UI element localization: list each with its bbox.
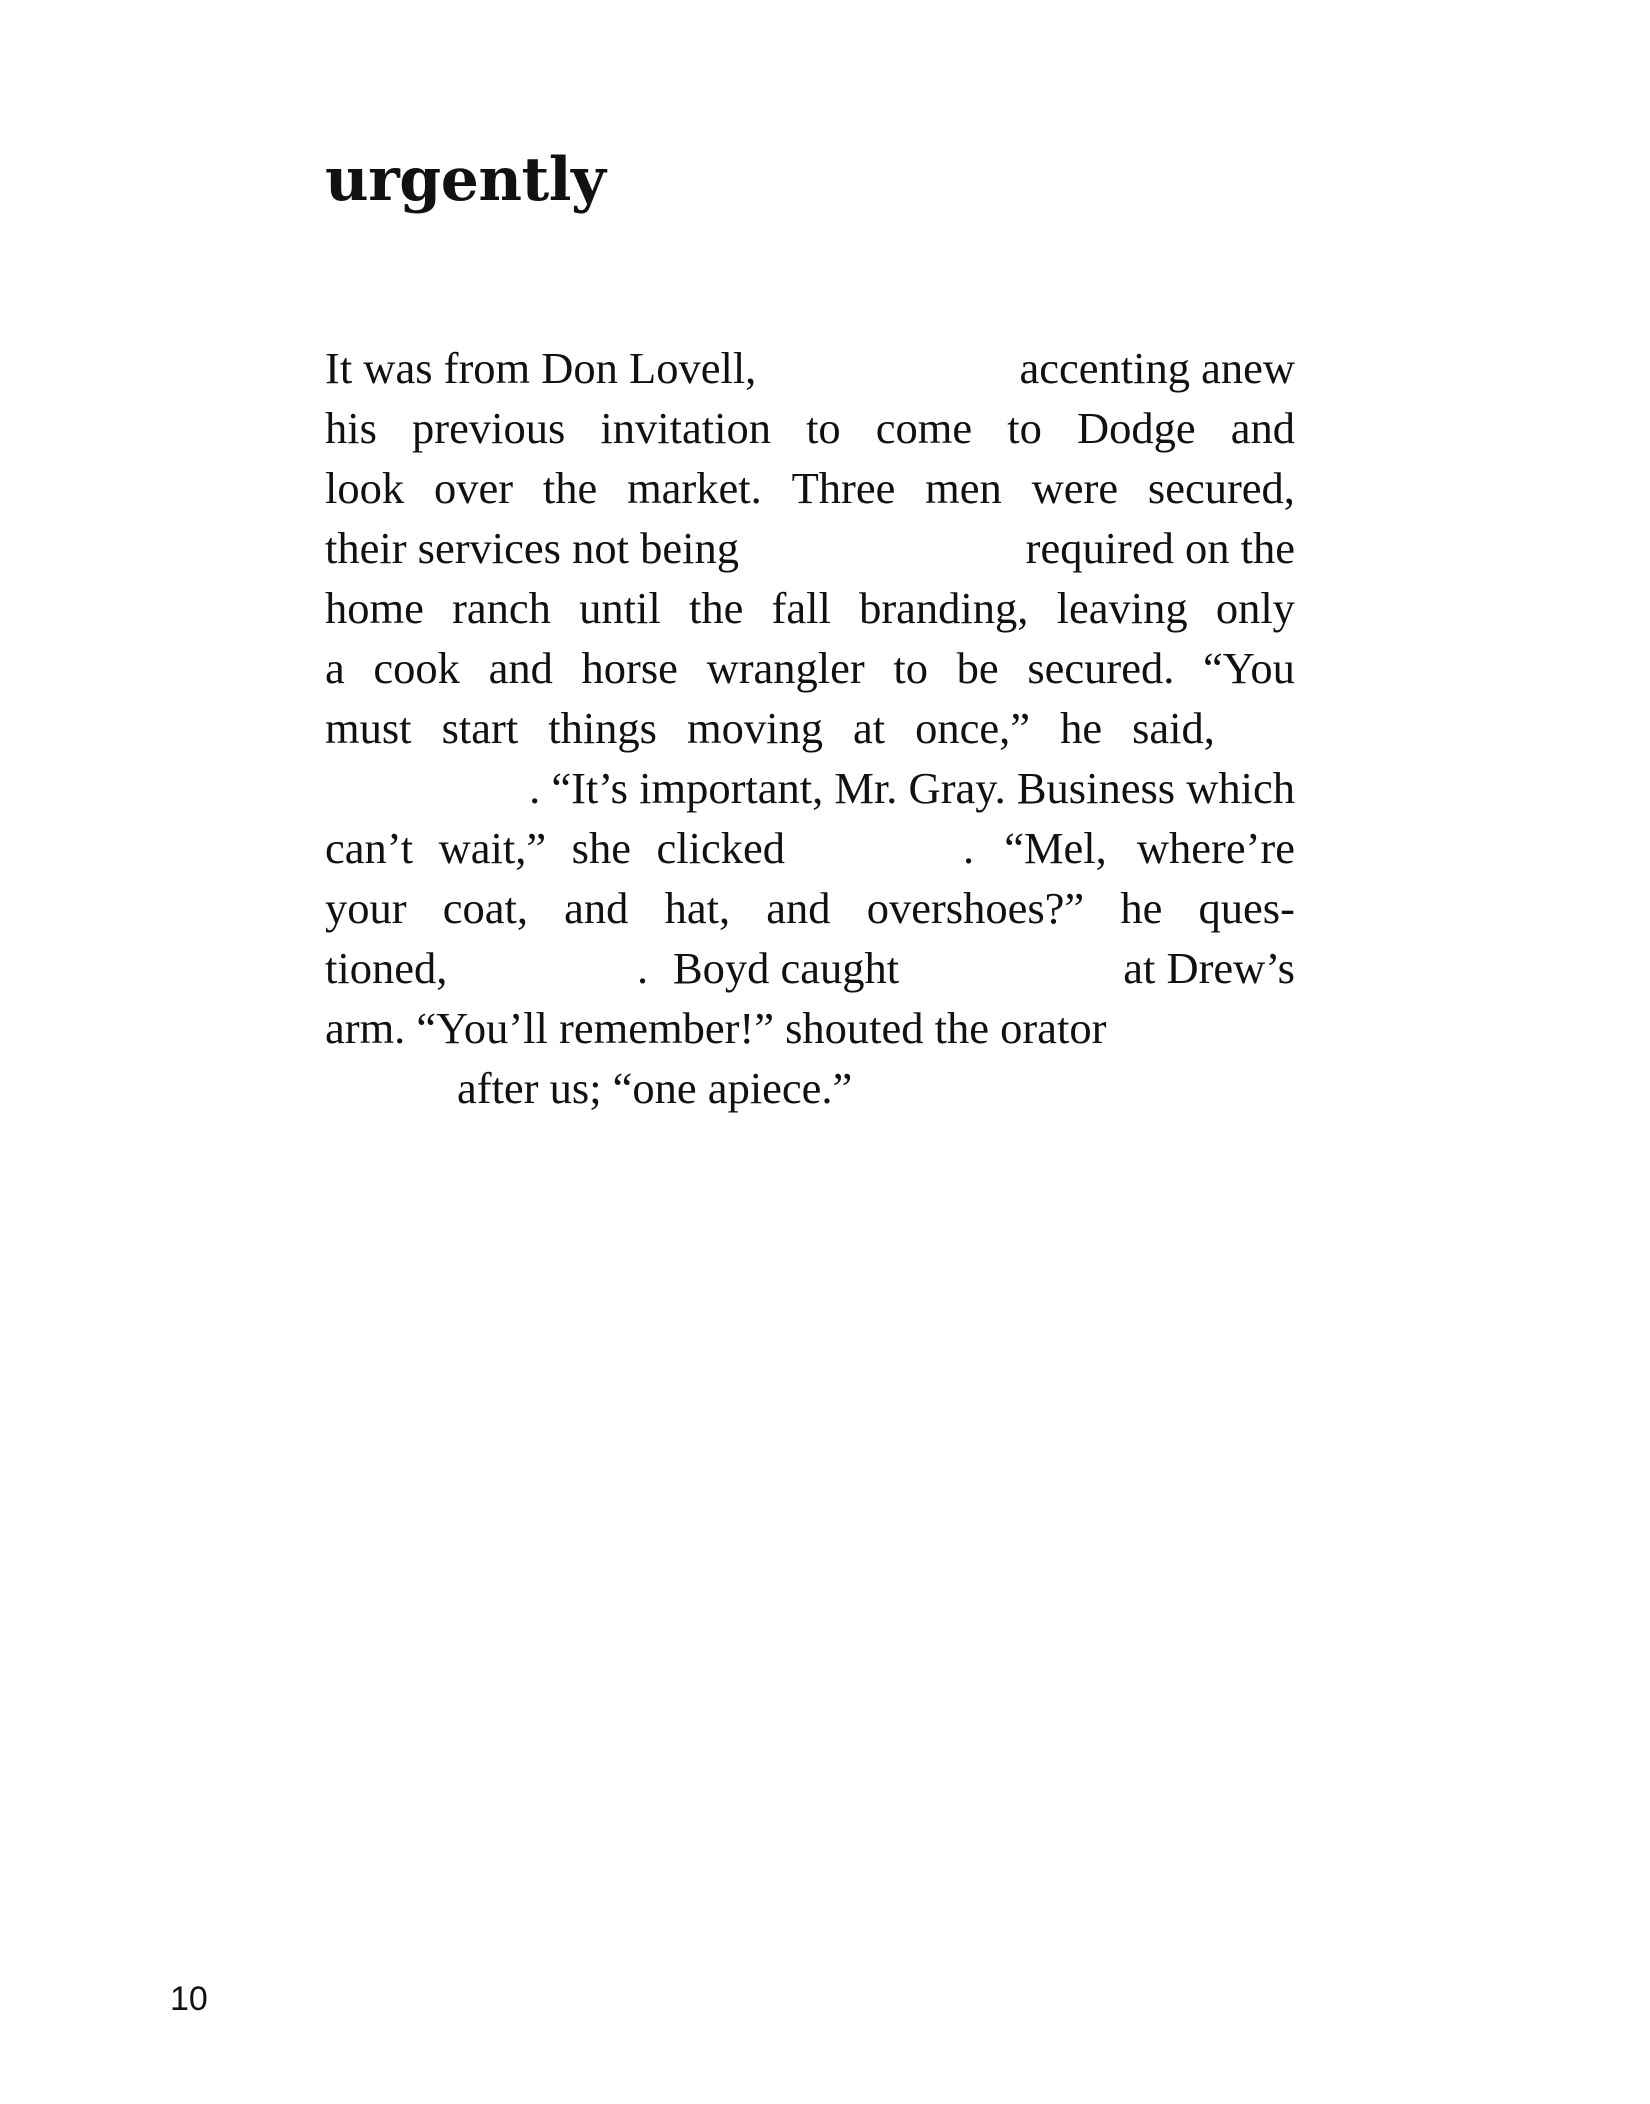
line-segment: required on the xyxy=(1025,523,1295,573)
word: home xyxy=(325,583,424,633)
word: the xyxy=(688,583,744,633)
text-line xyxy=(325,1058,1295,1118)
word: he xyxy=(1060,703,1103,753)
word: and xyxy=(766,883,831,933)
word: to xyxy=(806,403,841,453)
word: she xyxy=(571,823,631,873)
line-segment: arm. “You’ll remember!” shouted the orator xyxy=(325,1003,1107,1053)
line-segment: at Drew’s xyxy=(1123,943,1295,993)
word: Dodge xyxy=(1076,403,1196,453)
line-segment: their services not being xyxy=(325,523,739,573)
word: hat, xyxy=(664,883,731,933)
word: said, xyxy=(1132,703,1215,753)
text-line xyxy=(325,818,1295,878)
text-line xyxy=(325,698,1215,758)
page-number: 10 xyxy=(170,1980,208,2018)
word: a xyxy=(325,643,345,693)
text-line xyxy=(325,938,1295,998)
word: cook xyxy=(373,643,460,693)
word: fall xyxy=(771,583,831,633)
line-segment: tioned, xyxy=(325,943,448,993)
word: clicked xyxy=(656,823,785,873)
word: your xyxy=(325,883,407,933)
line-segment: It was from Don Lovell, xyxy=(325,343,757,393)
line-segment-group xyxy=(325,818,785,878)
word: he xyxy=(1120,883,1163,933)
text-line xyxy=(325,878,1295,938)
text-line xyxy=(325,398,1295,458)
text-line xyxy=(325,458,1295,518)
text-line xyxy=(325,638,1295,698)
line-segment: . “It’s important, Mr. Gray. Business which xyxy=(529,763,1295,813)
word: ques- xyxy=(1198,883,1295,933)
word: branding, xyxy=(859,583,1029,633)
word: at xyxy=(853,703,886,753)
word: only xyxy=(1215,583,1295,633)
word: wrangler xyxy=(706,643,865,693)
word: invitation xyxy=(600,403,771,453)
word: to xyxy=(893,643,928,693)
word: leaving xyxy=(1056,583,1188,633)
word: be xyxy=(956,643,999,693)
text-line xyxy=(325,338,1295,398)
line-segment: after us; “one apiece.” xyxy=(457,1063,853,1113)
word: men xyxy=(925,463,1002,513)
line-segment: Boyd caught xyxy=(673,943,900,993)
body-paragraph xyxy=(325,338,1295,1118)
word: moving xyxy=(687,703,823,753)
word: secured. xyxy=(1027,643,1175,693)
word: look xyxy=(325,463,405,513)
word: over xyxy=(433,463,514,513)
word: can’t xyxy=(325,823,414,873)
word: and xyxy=(1230,403,1295,453)
word: market. xyxy=(627,463,762,513)
word: and xyxy=(564,883,629,933)
word: come xyxy=(875,403,973,453)
word: . xyxy=(963,823,975,873)
word: were xyxy=(1031,463,1119,513)
word: “Mel, xyxy=(1004,823,1107,873)
word: horse xyxy=(581,643,678,693)
word: Three xyxy=(791,463,896,513)
word: and xyxy=(488,643,553,693)
word: “You xyxy=(1202,643,1295,693)
text-line xyxy=(325,998,1295,1058)
word: wait,” xyxy=(438,823,547,873)
line-segment: accenting anew xyxy=(1019,343,1295,393)
word: his xyxy=(325,403,377,453)
word: until xyxy=(579,583,661,633)
word: must xyxy=(325,703,412,753)
line-segment: . xyxy=(637,943,649,993)
word: coat, xyxy=(442,883,528,933)
text-line xyxy=(325,578,1295,638)
word: overshoes?” xyxy=(866,883,1085,933)
word: where’re xyxy=(1136,823,1295,873)
word: start xyxy=(441,703,519,753)
word: secured, xyxy=(1147,463,1295,513)
word: the xyxy=(542,463,598,513)
text-line xyxy=(325,758,1295,818)
word: things xyxy=(548,703,657,753)
word: to xyxy=(1007,403,1042,453)
word: once,” xyxy=(915,703,1031,753)
page-heading: urgently xyxy=(325,145,606,215)
line-segment-group xyxy=(963,818,1295,878)
word: previous xyxy=(412,403,566,453)
text-line xyxy=(325,518,1295,578)
word: ranch xyxy=(452,583,551,633)
